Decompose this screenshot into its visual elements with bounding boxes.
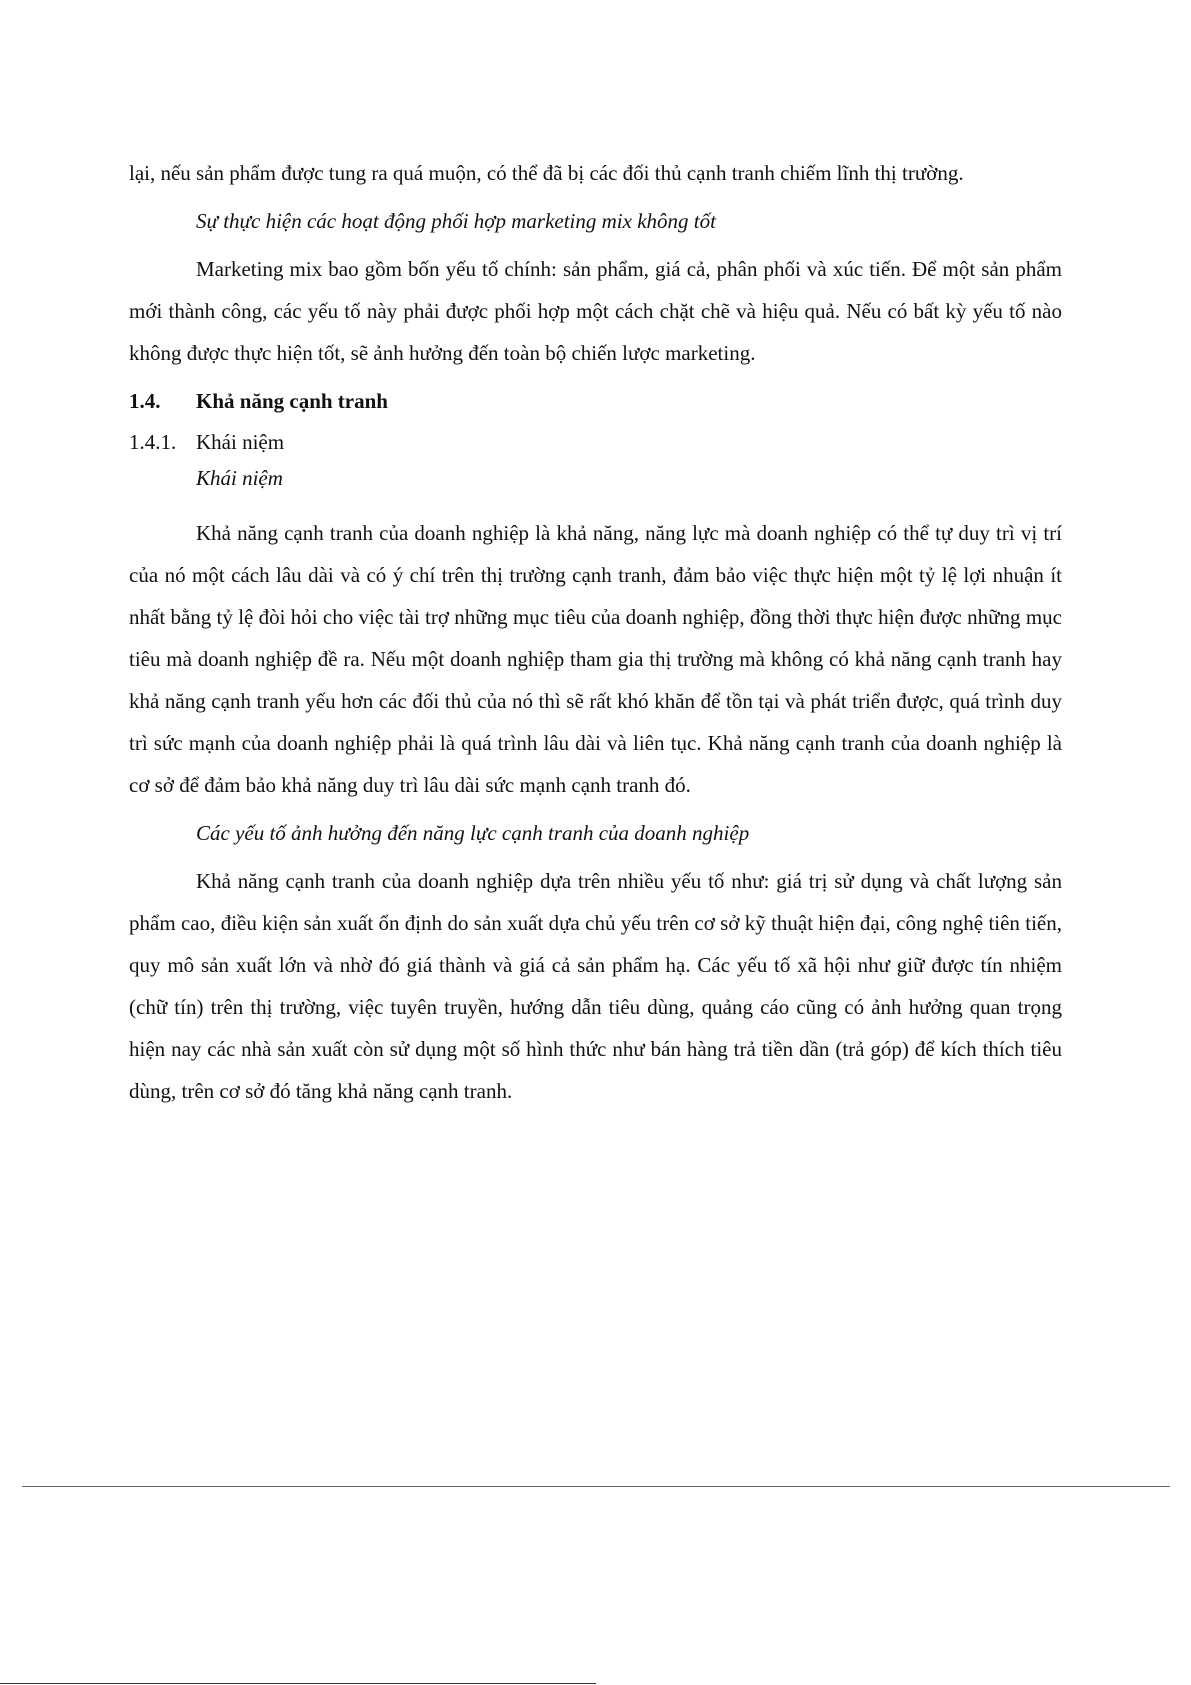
subsection-number: 1.4.1. — [129, 430, 177, 454]
subsection-title: Khái niệm — [196, 430, 285, 454]
italic-heading-marketing-mix: Sự thực hiện các hoạt động phối hợp marketing mix không tốt — [196, 209, 716, 233]
italic-heading-concept: Khái niệm — [196, 466, 283, 490]
paragraph-marketing-mix: Marketing mix bao gồm bốn yếu tố chính: sản phẩm, giá cả, phân phối và xúc tiến. Để một sản phẩm mới thành công, các yếu tố này phải được phối hợp một cách chặt chẽ và hiệu quả. Nếu có bất kỳ yếu tố nào không được thực hiện tốt, sẽ ảnh hưởng đến toàn bộ chiến lược marketing. — [129, 257, 1062, 365]
paragraph-concept: Khả năng cạnh tranh của doanh nghiệp là khả năng, năng lực mà doanh nghiệp có thể tự duy trì vị trí của nó một cách lâu dài và có ý chí trên thị trường cạnh tranh, đảm bảo việc thực hiện một tỷ lệ lợi nhuận ít nhất bằng tỷ lệ đòi hỏi cho việc tài trợ những mục tiêu của doanh nghiệp, đồng thời thực hiện được những mục tiêu mà doanh nghiệp đề ra. Nếu một doanh nghiệp tham gia thị trường mà không có khả năng cạnh tranh hay khả năng cạnh tranh yếu hơn các đối thủ của nó thì sẽ rất khó khăn để tồn tại và phát triển được, quá trình duy trì sức mạnh của doanh nghiệp phải là quá trình lâu dài và liên tục. Khả năng cạnh tranh của doanh nghiệp là cơ sở để đảm bảo khả năng duy trì lâu dài sức mạnh cạnh tranh đó. — [129, 521, 1062, 797]
subsection-heading — [129, 424, 1062, 460]
italic-heading-factors: Các yếu tố ảnh hưởng đến năng lực cạnh tranh của doanh nghiệp — [196, 821, 750, 845]
document-body — [129, 152, 1062, 1112]
footer-divider — [22, 1486, 1170, 1487]
paragraph-factors: Khả năng cạnh tranh của doanh nghiệp dựa trên nhiều yếu tố như: giá trị sử dụng và chất lượng sản phẩm cao, điều kiện sản xuất ổn định do sản xuất dựa chủ yếu trên cơ sở kỹ thuật hiện đại, công nghệ tiên tiến, quy mô sản xuất lớn và nhờ đó giá thành và giá cả sản phẩm hạ. Các yếu tố xã hội như giữ được tín nhiệm (chữ tín) trên thị trường, việc tuyên truyền, hướng dẫn tiêu dùng, quảng cáo cũng có ảnh hưởng quan trọng hiện nay các nhà sản xuất còn sử dụng một số hình thức như bán hàng trả tiền dần (trả góp) để kích thích tiêu dùng, trên cơ sở đó tăng khả năng cạnh tranh. — [129, 869, 1062, 1103]
continuation-paragraph: lại, nếu sản phẩm được tung ra quá muộn, có thể đã bị các đối thủ cạnh tranh chiếm lĩnh thị trường. — [129, 161, 964, 185]
section-title: Khả năng cạnh tranh — [196, 389, 388, 413]
section-number: 1.4. — [129, 389, 161, 413]
footnote-divider — [0, 1683, 596, 1684]
section-heading — [129, 380, 1062, 422]
